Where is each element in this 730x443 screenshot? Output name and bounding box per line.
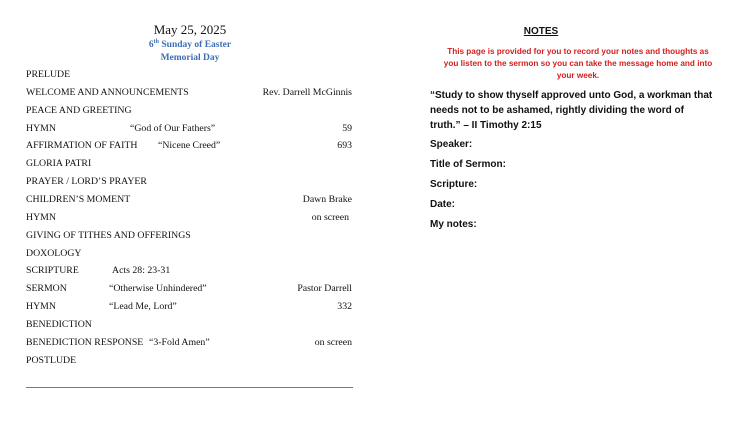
notes-panel bbox=[365, 0, 730, 443]
service-item-prayer bbox=[26, 175, 352, 189]
service-item-hymn-2 bbox=[26, 211, 352, 225]
scripture-verse: “Study to show thyself approved unto God, a workman that needs not to be ashamed, rightly dividing the word of truth.” – II Timothy 2:15 bbox=[430, 90, 713, 131]
item-name: GIVING OF TITHES AND OFFERINGS bbox=[26, 230, 191, 241]
service-item-giving bbox=[26, 229, 352, 243]
item-name: BENEDICTION bbox=[26, 319, 92, 330]
item-leader: Dawn Brake bbox=[302, 194, 352, 205]
item-title: “Nicene Creed” bbox=[158, 140, 221, 151]
item-name: PRELUDE bbox=[26, 69, 71, 80]
service-item-affirmation bbox=[26, 139, 352, 153]
item-name: SCRIPTURE bbox=[26, 265, 79, 276]
service-item-sermon bbox=[26, 282, 352, 296]
scripture-field-label: Scripture: bbox=[430, 179, 478, 190]
item-number: on screen bbox=[314, 337, 352, 348]
service-item-postlude bbox=[26, 354, 352, 368]
date-field-label: Date: bbox=[430, 199, 456, 210]
item-leader: Pastor Darrell bbox=[297, 283, 352, 294]
item-number: 59 bbox=[342, 123, 352, 134]
service-item-peace bbox=[26, 104, 352, 118]
item-name: HYMN bbox=[26, 301, 56, 312]
item-name: POSTLUDE bbox=[26, 355, 77, 366]
service-date: May 25, 2025 bbox=[153, 22, 227, 37]
item-name: PEACE AND GREETING bbox=[26, 105, 132, 116]
sermon-title-field-label: Title of Sermon: bbox=[430, 159, 506, 170]
item-name: BENEDICTION RESPONSE bbox=[26, 337, 144, 348]
sunday-label bbox=[0, 40, 380, 50]
item-title: Acts 28: 23-31 bbox=[112, 265, 171, 276]
service-item-benediction bbox=[26, 318, 352, 332]
service-item-prelude bbox=[26, 68, 352, 82]
item-title: “Otherwise Unhindered” bbox=[109, 283, 207, 294]
item-name: WELCOME AND ANNOUNCEMENTS bbox=[26, 87, 189, 98]
notes-heading: NOTES bbox=[523, 26, 559, 37]
my-notes-field-label: My notes: bbox=[430, 219, 477, 230]
item-name: AFFIRMATION OF FAITH bbox=[26, 140, 138, 151]
notes-instructions: This page is provided for you to record your notes and thoughts as you listen to the sermon so you can take the message home and into your week. bbox=[443, 47, 713, 80]
item-name: SERMON bbox=[26, 283, 67, 294]
item-name: DOXOLOGY bbox=[26, 248, 82, 259]
service-item-childrens-moment bbox=[26, 193, 352, 207]
item-title: “Lead Me, Lord” bbox=[109, 301, 177, 312]
service-item-hymn-1 bbox=[26, 122, 352, 136]
service-item-welcome bbox=[26, 86, 352, 100]
service-item-benediction-response bbox=[26, 336, 352, 350]
service-item-doxology bbox=[26, 247, 352, 261]
item-title: “God of Our Fathers” bbox=[130, 123, 216, 134]
item-number: 332 bbox=[337, 301, 352, 312]
sunday-name: Sunday of Easter bbox=[159, 40, 232, 50]
service-item-gloria bbox=[26, 157, 352, 171]
item-leader: Rev. Darrell McGinnis bbox=[262, 87, 352, 98]
item-name: HYMN bbox=[26, 123, 56, 134]
item-name: HYMN bbox=[26, 212, 56, 223]
service-item-hymn-3 bbox=[26, 300, 352, 314]
item-name: CHILDREN’S MOMENT bbox=[26, 194, 131, 205]
service-item-scripture bbox=[26, 264, 352, 278]
item-name: GLORIA PATRI bbox=[26, 158, 92, 169]
item-number: 693 bbox=[337, 140, 352, 151]
sunday-ordinal-suffix: th bbox=[153, 38, 160, 45]
item-name: PRAYER / LORD’S PRAYER bbox=[26, 176, 147, 187]
occasion-label: Memorial Day bbox=[160, 53, 220, 63]
speaker-field-label: Speaker: bbox=[430, 139, 473, 150]
item-number: on screen bbox=[311, 212, 349, 223]
item-title: “3-Fold Amen” bbox=[149, 337, 210, 348]
bottom-divider bbox=[26, 387, 353, 388]
sunday-number: 6 bbox=[148, 40, 154, 50]
